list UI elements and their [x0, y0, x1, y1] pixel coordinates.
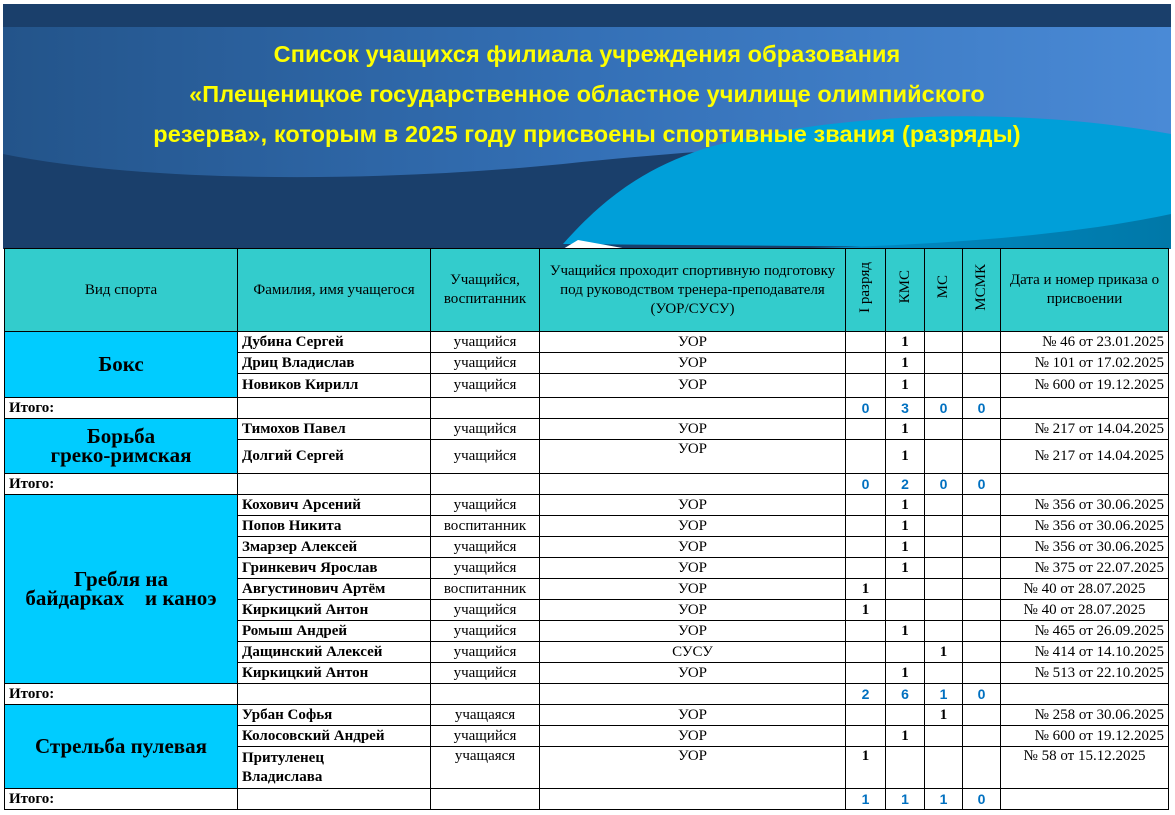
order-ref: № 600 от 19.12.2025 [1001, 374, 1169, 398]
msmk-mark [963, 663, 1001, 684]
student-status: воспитанник [431, 516, 540, 537]
sport-cell-canoe: Гребля на байдарках и каноэ [5, 495, 238, 684]
student-status: воспитанник [431, 579, 540, 600]
total-msmk: 0 [963, 789, 1001, 810]
msmk-mark [963, 705, 1001, 726]
student-status: учащийся [431, 663, 540, 684]
total-rank1: 1 [846, 789, 886, 810]
ms-mark [925, 579, 963, 600]
rank1-mark [846, 642, 886, 663]
student-name: Долгий Сергей [238, 440, 431, 474]
order-ref: № 414 от 14.10.2025 [1001, 642, 1169, 663]
msmk-mark [963, 726, 1001, 747]
ms-mark [925, 600, 963, 621]
student-status: учащийся [431, 621, 540, 642]
rank1-mark: 1 [846, 600, 886, 621]
kms-mark [886, 579, 925, 600]
trainer-type: УОР [540, 332, 846, 353]
total-label: Итого: [5, 474, 238, 495]
title-line-1: Список учащихся филиала учреждения образования [273, 41, 901, 67]
msmk-mark [963, 353, 1001, 374]
col-header-sport: Вид спорта [5, 249, 238, 332]
order-ref: № 356 от 30.06.2025 [1001, 495, 1169, 516]
student-status: учащийся [431, 440, 540, 474]
col-header-msmk: МСМК [963, 249, 1001, 332]
col-header-status: Учащийся, воспитанник [431, 249, 540, 332]
total-kms: 1 [886, 789, 925, 810]
student-name: Киркицкий Антон [238, 600, 431, 621]
kms-mark: 1 [886, 495, 925, 516]
student-name: Урбан Софья [238, 705, 431, 726]
order-ref: № 375 от 22.07.2025 [1001, 558, 1169, 579]
rank1-mark [846, 495, 886, 516]
total-msmk: 0 [963, 474, 1001, 495]
table-header-row [5, 249, 1169, 332]
total-ms: 0 [925, 474, 963, 495]
total-kms: 6 [886, 684, 925, 705]
total-rank1: 2 [846, 684, 886, 705]
trainer-type: СУСУ [540, 642, 846, 663]
rank1-mark [846, 419, 886, 440]
order-ref: № 217 от 14.04.2025 [1001, 419, 1169, 440]
order-ref: № 58 от 15.12.2025 [1001, 747, 1169, 789]
student-status: учащийся [431, 600, 540, 621]
total-label: Итого: [5, 684, 238, 705]
trainer-type: УОР [540, 558, 846, 579]
trainer-type: УОР [540, 726, 846, 747]
kms-mark: 1 [886, 663, 925, 684]
student-name: Ромыш Андрей [238, 621, 431, 642]
student-status: учащийся [431, 353, 540, 374]
student-name: Попов Никита [238, 516, 431, 537]
title-line-3: резерва», которым в 2025 году присвоены спортивные звания (разряды) [153, 121, 1021, 147]
trainer-type: УОР [540, 579, 846, 600]
rank1-mark [846, 726, 886, 747]
ms-mark [925, 495, 963, 516]
student-status: учащийся [431, 332, 540, 353]
col-header-ms: МС [925, 249, 963, 332]
rank1-mark [846, 537, 886, 558]
ms-mark [925, 332, 963, 353]
kms-mark: 1 [886, 419, 925, 440]
rank1-mark [846, 353, 886, 374]
awards-table [4, 248, 1169, 810]
kms-mark: 1 [886, 558, 925, 579]
total-rank1: 0 [846, 398, 886, 419]
rank1-mark: 1 [846, 747, 886, 789]
total-rank1: 0 [846, 474, 886, 495]
ms-mark [925, 663, 963, 684]
order-ref: № 101 от 17.02.2025 [1001, 353, 1169, 374]
ms-mark [925, 353, 963, 374]
sport-cell-boxing: Бокс [5, 332, 238, 398]
trainer-type: УОР [540, 440, 846, 474]
msmk-mark [963, 747, 1001, 789]
student-name: Кохович Арсений [238, 495, 431, 516]
total-label: Итого: [5, 789, 238, 810]
trainer-type: УОР [540, 621, 846, 642]
total-kms: 2 [886, 474, 925, 495]
kms-mark [886, 600, 925, 621]
ms-mark [925, 558, 963, 579]
trainer-type: УОР [540, 353, 846, 374]
order-ref: № 217 от 14.04.2025 [1001, 440, 1169, 474]
msmk-mark [963, 440, 1001, 474]
msmk-mark [963, 537, 1001, 558]
kms-mark: 1 [886, 726, 925, 747]
page-title [3, 34, 1171, 154]
student-status: учащийся [431, 642, 540, 663]
col-header-rank1: I разряд [846, 249, 886, 332]
kms-mark [886, 705, 925, 726]
rank1-mark [846, 516, 886, 537]
sport-cell-shooting: Стрельба пулевая [5, 705, 238, 789]
rank1-mark [846, 374, 886, 398]
total-row-shooting [5, 789, 1169, 810]
kms-mark: 1 [886, 516, 925, 537]
msmk-mark [963, 579, 1001, 600]
col-header-kms: КМС [886, 249, 925, 332]
trainer-type: УОР [540, 600, 846, 621]
kms-mark [886, 642, 925, 663]
rank1-mark [846, 440, 886, 474]
order-ref: № 356 от 30.06.2025 [1001, 537, 1169, 558]
trainer-type: УОР [540, 374, 846, 398]
table-row [5, 332, 1169, 353]
student-status: учащийся [431, 419, 540, 440]
student-name: Новиков Кирилл [238, 374, 431, 398]
total-row-canoe [5, 684, 1169, 705]
col-header-name: Фамилия, имя учащегося [238, 249, 431, 332]
msmk-mark [963, 495, 1001, 516]
total-msmk: 0 [963, 398, 1001, 419]
msmk-mark [963, 558, 1001, 579]
order-ref: № 40 от 28.07.2025 [1001, 579, 1169, 600]
ms-mark [925, 726, 963, 747]
order-ref: № 40 от 28.07.2025 [1001, 600, 1169, 621]
kms-mark: 1 [886, 332, 925, 353]
kms-mark: 1 [886, 621, 925, 642]
kms-mark [886, 747, 925, 789]
ms-mark [925, 537, 963, 558]
trainer-type: УОР [540, 747, 846, 789]
student-name: Дубина Сергей [238, 332, 431, 353]
student-status: учащаяся [431, 705, 540, 726]
trainer-type: УОР [540, 419, 846, 440]
student-name: Дриц Владислав [238, 353, 431, 374]
trainer-type: УОР [540, 705, 846, 726]
student-status: учащийся [431, 537, 540, 558]
order-ref: № 258 от 30.06.2025 [1001, 705, 1169, 726]
rank1-mark [846, 621, 886, 642]
col-header-trainer: Учащийся проходит спортивную подготовку под руководством тренера-преподавателя (УОР/СУСУ) [540, 249, 846, 332]
student-name: Августинович Артём [238, 579, 431, 600]
student-name: Змарзер Алексей [238, 537, 431, 558]
msmk-mark [963, 419, 1001, 440]
student-status: учащаяся [431, 747, 540, 789]
total-msmk: 0 [963, 684, 1001, 705]
msmk-mark [963, 621, 1001, 642]
trainer-type: УОР [540, 495, 846, 516]
student-name: Гринкевич Ярослав [238, 558, 431, 579]
total-row-wrestling [5, 474, 1169, 495]
rank1-mark: 1 [846, 579, 886, 600]
student-status: учащийся [431, 558, 540, 579]
order-ref: № 356 от 30.06.2025 [1001, 516, 1169, 537]
table-row [5, 705, 1169, 726]
total-ms: 1 [925, 684, 963, 705]
msmk-mark [963, 516, 1001, 537]
student-name: Тимохов Павел [238, 419, 431, 440]
order-ref: № 465 от 26.09.2025 [1001, 621, 1169, 642]
student-name: Колосовский Андрей [238, 726, 431, 747]
total-row-boxing [5, 398, 1169, 419]
msmk-mark [963, 332, 1001, 353]
ms-mark [925, 747, 963, 789]
student-status: учащийся [431, 374, 540, 398]
ms-mark: 1 [925, 705, 963, 726]
sport-cell-wrestling: Борьба греко-римская [5, 419, 238, 474]
kms-mark: 1 [886, 353, 925, 374]
order-ref: № 513 от 22.10.2025 [1001, 663, 1169, 684]
header-banner [3, 4, 1171, 249]
title-line-2: «Плещеницкое государственное областное училище олимпийского [189, 81, 985, 107]
ms-mark: 1 [925, 642, 963, 663]
trainer-type: УОР [540, 663, 846, 684]
table-row [5, 495, 1169, 516]
msmk-mark [963, 600, 1001, 621]
student-name: Притуленец Владислава [238, 747, 431, 789]
ms-mark [925, 621, 963, 642]
rank1-mark [846, 332, 886, 353]
rank1-mark [846, 663, 886, 684]
student-status: учащийся [431, 495, 540, 516]
total-label: Итого: [5, 398, 238, 419]
student-name: Дащинский Алексей [238, 642, 431, 663]
total-ms: 0 [925, 398, 963, 419]
table-row [5, 419, 1169, 440]
trainer-type: УОР [540, 537, 846, 558]
msmk-mark [963, 642, 1001, 663]
ms-mark [925, 516, 963, 537]
order-ref: № 600 от 19.12.2025 [1001, 726, 1169, 747]
student-status: учащийся [431, 726, 540, 747]
kms-mark: 1 [886, 537, 925, 558]
ms-mark [925, 374, 963, 398]
rank1-mark [846, 558, 886, 579]
kms-mark: 1 [886, 440, 925, 474]
student-name: Киркицкий Антон [238, 663, 431, 684]
ms-mark [925, 440, 963, 474]
order-ref: № 46 от 23.01.2025 [1001, 332, 1169, 353]
trainer-type: УОР [540, 516, 846, 537]
rank1-mark [846, 705, 886, 726]
total-kms: 3 [886, 398, 925, 419]
kms-mark: 1 [886, 374, 925, 398]
total-ms: 1 [925, 789, 963, 810]
msmk-mark [963, 374, 1001, 398]
ms-mark [925, 419, 963, 440]
col-header-order: Дата и номер приказа о присвоении [1001, 249, 1169, 332]
